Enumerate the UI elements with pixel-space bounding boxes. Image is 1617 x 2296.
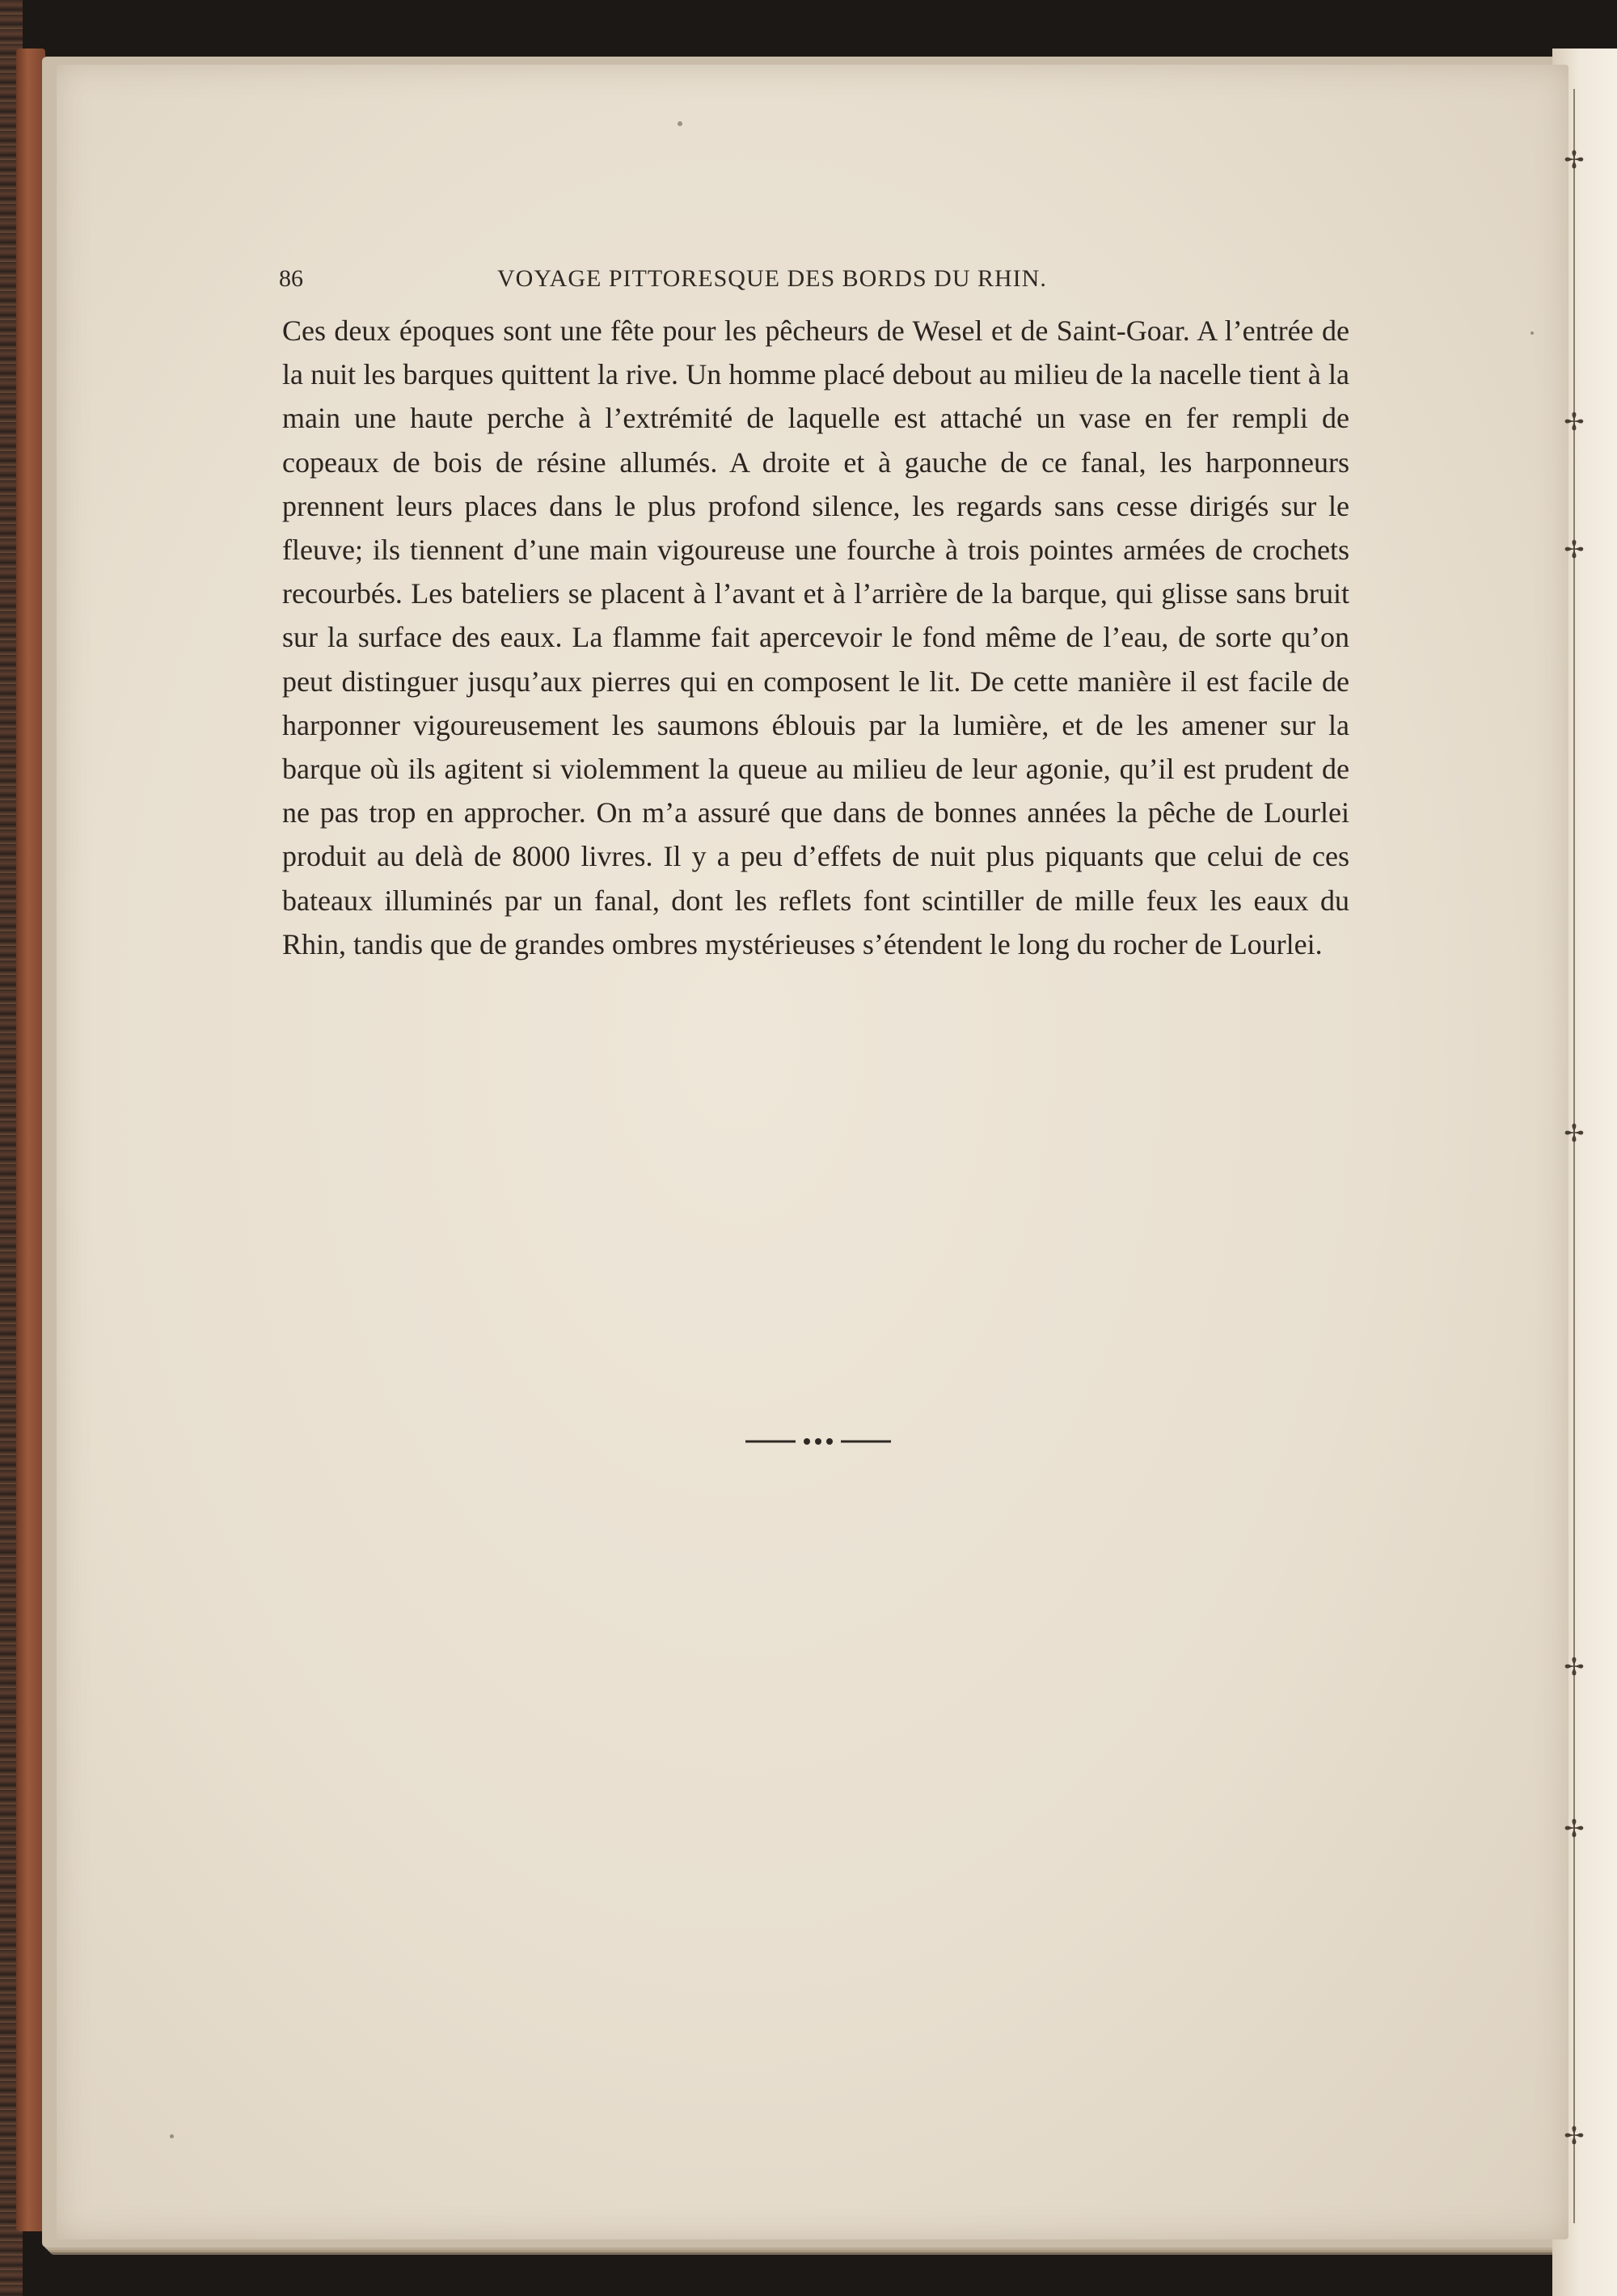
stitch-mark-icon: ✢ <box>1564 536 1585 564</box>
ink-speck <box>678 121 682 126</box>
book-cover-edge <box>16 49 45 2231</box>
stitch-mark-icon: ✢ <box>1564 408 1585 437</box>
ink-speck <box>1530 331 1534 335</box>
tailpiece-ornament-icon <box>745 1436 891 1447</box>
ink-speck <box>170 2134 174 2138</box>
stitch-mark-icon: ✢ <box>1564 146 1585 175</box>
running-title: VOYAGE PITTORESQUE DES BORDS DU RHIN. <box>497 265 1047 292</box>
stitch-mark-icon: ✢ <box>1564 2122 1585 2150</box>
ornament-dot <box>826 1438 833 1445</box>
body-paragraph: Ces deux époques sont une fête pour les pêcheurs de Wesel et de Saint-Goar. A l’entrée de la nuit les barques quittent la rive. Un homme placé debout au milieu de la nacelle tient à la main une haute perche à l’extrémité de laquelle est attaché un vase en fer rempli de copeaux de bois de résine allumés. A droite et à gauche de ce fanal, les harponneurs prennent leurs places dans le plus profond silence, les regards sans cesse dirigés sur le fleuve; ils tiennent d’une main vigoureuse une fourche à trois pointes armées de crochets recourbés. Les bateliers se placent à l’avant et à l’arrière de la barque, qui glisse sans bruit sur la surface des eaux. La flamme fait apercevoir le fond même de l’eau, de sorte qu’on peut distinguer jusqu’aux pierres qui en composent le lit. De cette manière il est facile de harponner vigoureusement les saumons éblouis par la lumière, et de les amener sur la barque où ils agitent si violemment la queue au milieu de leur agonie, qu’il est prudent de ne pas trop en approcher. On m’a assuré que dans de bonnes années la pêche de Lourlei produit au delà de 8000 livres. Il y a peu d’effets de nuit plus piquants que celui de ces bateaux illuminés par un fanal, dont les reflets font scintiller de mille feux les eaux du Rhin, tandis que de grandes ombres mystérieuses s’étendent le long du rocher de Lourlei. <box>282 314 1349 960</box>
stitch-mark-icon: ✢ <box>1564 1653 1585 1682</box>
ornament-dot <box>815 1438 821 1445</box>
stitch-mark-icon: ✢ <box>1564 1815 1585 1843</box>
ornament-dot <box>804 1438 810 1445</box>
stitch-mark-icon: ✢ <box>1564 1120 1585 1148</box>
page-number: 86 <box>279 265 303 292</box>
